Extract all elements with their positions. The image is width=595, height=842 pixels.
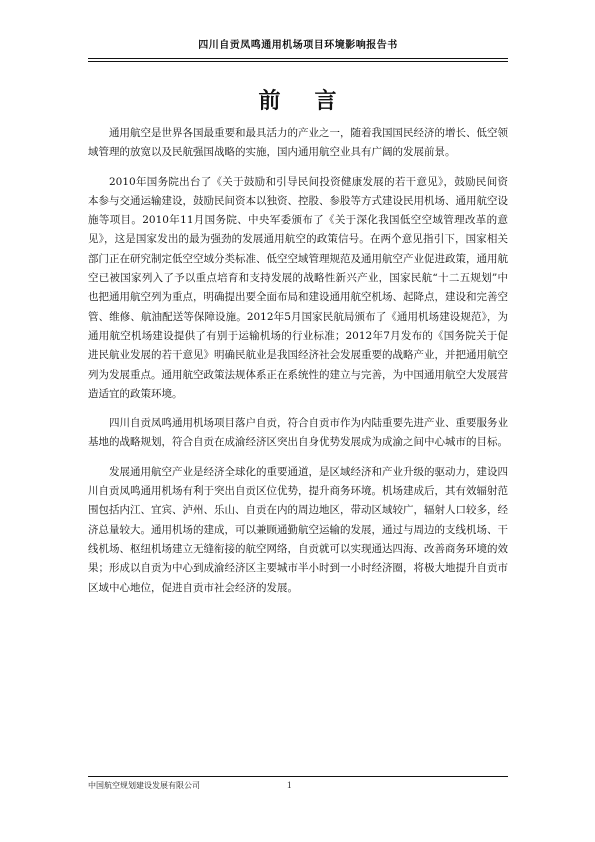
paragraph-1: 通用航空是世界各国最重要和最具活力的产业之一，随着我国国民经济的增长、低空领域管理的放宽以及民航强国战略的实施，国内通用航空业具有广阔的发展前景。 xyxy=(88,127,508,159)
section-heading: 前言 xyxy=(258,89,371,114)
header-rule-thin xyxy=(88,61,508,62)
body-text xyxy=(88,124,508,608)
running-header: 四川自贡凤鸣通用机场项目环境影响报告书 xyxy=(198,40,398,51)
paragraph-3: 四川自贡凤鸣通用机场项目落户自贡，符合自贡市作为内陆重要先进产业、重要服务业基地的战略规划，符合自贡在成渝经济区突出自身优势发展成为成渝之间中心城市的目标。 xyxy=(88,417,508,449)
page-number: 1 xyxy=(287,780,292,790)
footer-company: 中国航空规划建设发展有限公司 xyxy=(88,781,200,790)
header-rule-thick xyxy=(88,58,508,59)
paragraph-4: 发展通用航空产业是经济全球化的重要通道，是区域经济和产业升级的驱动力，建设四川自贡凤鸣通用机场有利于突出自贡区位优势，提升商务环境。机场建成后，其有效辐射范围包括内江、宜宾、泸州、乐山、自贡在内的周边地区，带动区域较广，辐射人口较多，经济总量较大。通用机场的建成，可以兼顾通勤航空运输的发展，通过与周边的支线机场、干线机场、枢纽机场建立无缝衔接的航空网络，自贡就可以实现通达四海、改善商务环境的效果；形成以自贡为中心到成渝经济区主要城市半小时到一小时经济圈，将极大地提升自贡市区域中心地位，促进自贡市社会经济的发展。 xyxy=(88,465,508,594)
footer-rule xyxy=(88,776,508,777)
paragraph-2: 2010年国务院出台了《关于鼓励和引导民间投资健康发展的若干意见》，鼓励民间资本参与交通运输建设，鼓励民间资本以独资、控股、参股等方式建设民用机场、通用航空设施等项目。2010年11月国务院、中央军委颁布了《关于深化我国低空空域管理改革的意见》，这是国家发出的最为强劲的发展通用航空的政策信号。在两个意见指引下，国家相关部门正在研究制定低空空域分类标准、低空空域管理规范及通用航空产业促进政策，通用航空已被国家列入了予以重点培育和支持发展的战略性新兴产业，国家民航“十二五规划”中也把通用航空列为重点，明确提出要全面布局和建设通用航空机场、起降点，建设和完善空管、维修、航油配送等保障设施。2012年5月国家民航局颁布了《通用机场建设规范》，为通用航空机场建设提供了有别于运输机场的行业标准；2012年7月发布的《国务院关于促进民航业发展的若干意见》明确民航业是我国经济社会发展重要的战略产业，并把通用航空列为发展重点。通用航空政策法规体系正在系统性的建立与完善，为中国通用航空大发展营造适宜的政策环境。 xyxy=(88,175,508,400)
